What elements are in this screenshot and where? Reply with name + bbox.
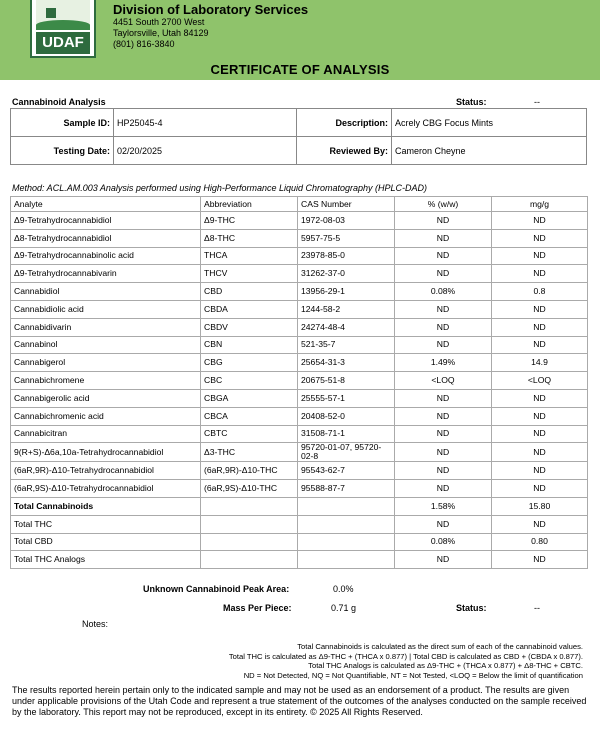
mg-per-g: ND — [492, 229, 588, 247]
analyte-name: Cannabidiolic acid — [11, 300, 201, 318]
analyte-name: Cannabigerolic acid — [11, 389, 201, 407]
calc-note: Total Cannabinoids is calculated as the direct sum of each of the cannabinoid values. — [297, 642, 583, 651]
percent-ww: ND — [395, 462, 492, 480]
abbreviation: (6aR,9S)-Δ10-THC — [201, 480, 298, 498]
analyte-name: Cannabidiol — [11, 283, 201, 301]
analyte-row — [11, 354, 588, 372]
cas-number: 25555-57-1 — [298, 389, 395, 407]
logo-hill — [36, 20, 90, 30]
cas-number: 521-35-7 — [298, 336, 395, 354]
sample-id-label: Sample ID: — [11, 109, 114, 137]
percent-ww: ND — [395, 300, 492, 318]
abbreviation — [201, 551, 298, 569]
percent-ww: ND — [395, 407, 492, 425]
percent-ww: ND — [395, 443, 492, 462]
percent-ww: ND — [395, 265, 492, 283]
sample-id-value: HP25045-4 — [114, 109, 297, 137]
percent-ww: 0.08% — [395, 533, 492, 551]
analyte-row — [11, 480, 588, 498]
percent-ww: 0.08% — [395, 283, 492, 301]
mg-per-g: <LOQ — [492, 372, 588, 390]
percent-ww: ND — [395, 212, 492, 230]
abbreviation: CBTC — [201, 425, 298, 443]
analyte-name: (6aR,9R)-Δ10-Tetrahydrocannabidiol — [11, 462, 201, 480]
abbreviation: (6aR,9R)-Δ10-THC — [201, 462, 298, 480]
abbreviation: Δ9-THC — [201, 212, 298, 230]
testing-date-label: Testing Date: — [11, 137, 114, 165]
mg-per-g: 15.80 — [492, 497, 588, 515]
logo-text: UDAF — [36, 32, 90, 54]
analyte-row — [11, 407, 588, 425]
analyte-name: Total THC — [11, 515, 201, 533]
percent-ww: ND — [395, 229, 492, 247]
abbreviation: THCA — [201, 247, 298, 265]
abbreviation: CBCA — [201, 407, 298, 425]
disclaimer: The results reported herein pertain only to the indicated sample and may not be used as an endorsement of a product. The results are given under applicable provisions of the Utah Code and represent a true statement of the outcomes of the analyses conducted on the sample received by the laboratory. This report may not be reproduced, except in its entirety. © 2025 All Rights Reserved. — [12, 685, 587, 717]
cas-number: 1972-08-03 — [298, 212, 395, 230]
mg-per-g: ND — [492, 247, 588, 265]
abbreviation — [201, 533, 298, 551]
total-row — [11, 533, 588, 551]
analyte-name: Cannabidivarin — [11, 318, 201, 336]
analyte-name: Total THC Analogs — [11, 551, 201, 569]
reviewed-by-label: Reviewed By: — [297, 137, 392, 165]
cas-number: 25654-31-3 — [298, 354, 395, 372]
header-band — [0, 0, 600, 80]
mass-per-piece-value: 0.71 g — [331, 603, 357, 613]
reviewed-by-value: Cameron Cheyne — [392, 137, 587, 165]
percent-ww: ND — [395, 515, 492, 533]
analyte-row — [11, 372, 588, 390]
analyte-row — [11, 265, 588, 283]
percent-ww: ND — [395, 551, 492, 569]
cas-number: 1244-58-2 — [298, 300, 395, 318]
cas-number — [298, 551, 395, 569]
percent-ww: ND — [395, 336, 492, 354]
section-label: Cannabinoid Analysis — [12, 97, 106, 107]
analyte-name: Δ9-Tetrahydrocannabidiol — [11, 212, 201, 230]
percent-ww: 1.49% — [395, 354, 492, 372]
abbreviation: CBDV — [201, 318, 298, 336]
mg-per-g: ND — [492, 425, 588, 443]
analyte-row — [11, 300, 588, 318]
udaf-logo — [30, 0, 96, 58]
analyte-name: Δ9-Tetrahydrocannabinolic acid — [11, 247, 201, 265]
abbreviation: Δ8-THC — [201, 229, 298, 247]
mg-per-g: 0.80 — [492, 533, 588, 551]
sample-info-table — [10, 108, 587, 165]
col-cas: CAS Number — [298, 197, 395, 212]
unknown-peak-label: Unknown Cannabinoid Peak Area: — [143, 584, 290, 594]
mg-per-g: ND — [492, 480, 588, 498]
cas-number: 95543-62-7 — [298, 462, 395, 480]
status-label: Status: — [456, 97, 487, 107]
document-title: CERTIFICATE OF ANALYSIS — [210, 62, 390, 77]
abbreviation: CBGA — [201, 389, 298, 407]
analyte-name: Total Cannabinoids — [11, 497, 201, 515]
method-line: Method: ACL.AM.003 Analysis performed using High-Performance Liquid Chromatography (HPLC-DAD) — [12, 183, 428, 193]
status-value: -- — [534, 97, 540, 107]
cas-number: 5957-75-5 — [298, 229, 395, 247]
mg-per-g: ND — [492, 300, 588, 318]
cas-number — [298, 515, 395, 533]
notes-label: Notes: — [82, 619, 109, 629]
analyte-row — [11, 229, 588, 247]
mg-per-g: ND — [492, 212, 588, 230]
abbreviation: CBG — [201, 354, 298, 372]
total-row — [11, 515, 588, 533]
cas-number: 31262-37-0 — [298, 265, 395, 283]
abbreviation: CBN — [201, 336, 298, 354]
status-value-2: -- — [534, 603, 540, 613]
results-body — [11, 212, 588, 569]
analyte-name: Cannabichromenic acid — [11, 407, 201, 425]
analyte-name: Cannabinol — [11, 336, 201, 354]
analyte-name: Δ8-Tetrahydrocannabidiol — [11, 229, 201, 247]
cas-number: 24274-48-4 — [298, 318, 395, 336]
percent-ww: ND — [395, 480, 492, 498]
cas-number: 95588-87-7 — [298, 480, 395, 498]
mg-per-g: ND — [492, 265, 588, 283]
calc-note: ND = Not Detected, NQ = Not Quantifiable, NT = Not Tested, <LOQ = Below the limit of quantification — [243, 670, 583, 680]
analyte-row — [11, 462, 588, 480]
percent-ww: ND — [395, 318, 492, 336]
analyte-name: Δ9-Tetrahydrocannabivarin — [11, 265, 201, 283]
analyte-name: Total CBD — [11, 533, 201, 551]
mg-per-g: 0.8 — [492, 283, 588, 301]
mass-per-piece-label: Mass Per Piece: — [223, 603, 292, 613]
cas-number: 13956-29-1 — [298, 283, 395, 301]
total-row — [11, 497, 588, 515]
analyte-row — [11, 443, 588, 462]
analyte-name: (6aR,9S)-Δ10-Tetrahydrocannabidiol — [11, 480, 201, 498]
mg-per-g: ND — [492, 389, 588, 407]
analyte-name: Cannabichromene — [11, 372, 201, 390]
calc-note: Total THC is calculated as Δ9-THC + (THCA x 0.877) | Total CBD is calculated as CBD + (CBDA x 0.877). — [228, 651, 583, 661]
col-abbreviation: Abbreviation — [201, 197, 298, 212]
analyte-row — [11, 247, 588, 265]
col-analyte: Analyte — [11, 197, 201, 212]
cas-number: 95720-01-07, 95720-02-8 — [298, 443, 395, 462]
analyte-row — [11, 425, 588, 443]
analyte-row — [11, 336, 588, 354]
cas-number: 20408-52-0 — [298, 407, 395, 425]
abbreviation: THCV — [201, 265, 298, 283]
mg-per-g: ND — [492, 443, 588, 462]
abbreviation — [201, 497, 298, 515]
cas-number — [298, 497, 395, 515]
col-percent: % (w/w) — [395, 197, 492, 212]
analyte-row — [11, 389, 588, 407]
mg-per-g: ND — [492, 407, 588, 425]
analyte-row — [11, 318, 588, 336]
results-table — [10, 196, 588, 569]
address-line-2: Taylorsville, Utah 84129 — [113, 28, 209, 38]
mg-per-g: ND — [492, 462, 588, 480]
percent-ww: <LOQ — [395, 372, 492, 390]
cas-number: 31508-71-1 — [298, 425, 395, 443]
cas-number — [298, 533, 395, 551]
abbreviation: CBC — [201, 372, 298, 390]
mg-per-g: ND — [492, 515, 588, 533]
analyte-name: Cannabigerol — [11, 354, 201, 372]
address-line-1: 4451 South 2700 West — [113, 17, 205, 27]
percent-ww: ND — [395, 389, 492, 407]
percent-ww: ND — [395, 247, 492, 265]
results-header-row — [11, 197, 588, 212]
analyte-name: 9(R+S)-Δ6a,10a-Tetrahydrocannabidiol — [11, 443, 201, 462]
analyte-row — [11, 212, 588, 230]
logo-barn-icon — [46, 8, 56, 18]
mg-per-g: 14.9 — [492, 354, 588, 372]
abbreviation — [201, 515, 298, 533]
mg-per-g: ND — [492, 336, 588, 354]
mg-per-g: ND — [492, 318, 588, 336]
total-row — [11, 551, 588, 569]
col-mgg: mg/g — [492, 197, 588, 212]
testing-date-value: 02/20/2025 — [114, 137, 297, 165]
address-line-3: (801) 816-3840 — [113, 39, 175, 49]
cas-number: 20675-51-8 — [298, 372, 395, 390]
cas-number: 23978-85-0 — [298, 247, 395, 265]
abbreviation: Δ3-THC — [201, 443, 298, 462]
org-name: Division of Laboratory Services — [113, 2, 309, 17]
analyte-name: Cannabicitran — [11, 425, 201, 443]
description-value: Acrely CBG Focus Mints — [392, 109, 587, 137]
percent-ww: ND — [395, 425, 492, 443]
abbreviation: CBDA — [201, 300, 298, 318]
calc-note: Total THC Analogs is calculated as Δ9-THC + (THCA x 0.877) + Δ8-THC + CBTC. — [308, 661, 583, 671]
calculation-notes — [229, 642, 583, 680]
mg-per-g: ND — [492, 551, 588, 569]
description-label: Description: — [297, 109, 392, 137]
percent-ww: 1.58% — [395, 497, 492, 515]
unknown-peak-value: 0.0% — [333, 584, 354, 594]
abbreviation: CBD — [201, 283, 298, 301]
analyte-row — [11, 283, 588, 301]
status-label-2: Status: — [456, 603, 487, 613]
